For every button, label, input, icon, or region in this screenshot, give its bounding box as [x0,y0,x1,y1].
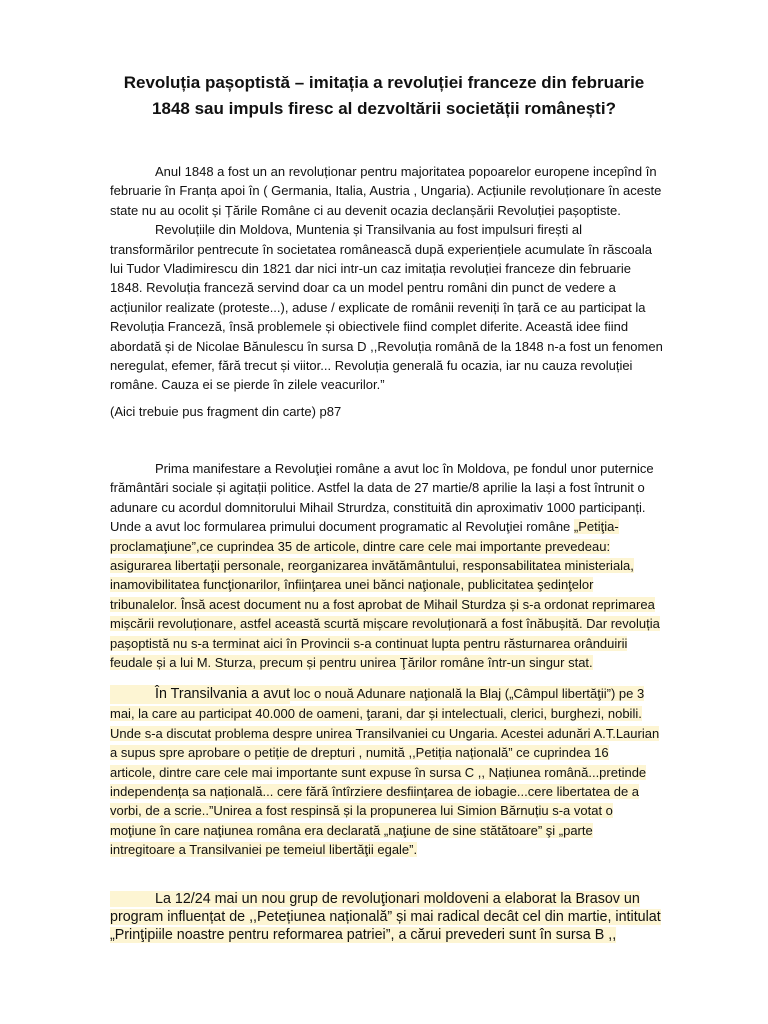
highlighted-text: articole, dintre care cele mai importante sunt expuse în sursa C ,, Națiunea română...pretinde [110,764,647,780]
highlighted-text: „Prinţipiile noastre pentru reformarea patriei”, a cărui prevederi sunt în sursa B ,, [110,927,617,944]
highlighted-text: mai, la care au participat 40.000 de oameni, ţarani, dar și intelectuali, clerici, burghezi, nobili. [110,706,642,722]
highlighted-text: a supus spre aprobare o petiție de drepturi , numită ,,Petiția națională” ce cuprindea 16 [110,745,609,761]
text-line: frământări sociale și agitații politice. Astfel la data de 27 martie/8 aprilie la Iași a fost întrunit o [110,480,645,496]
highlighted-text: loc o nouă Adunare naţională la Blaj („Câmpul libertăţii”) pe 3 [290,686,645,701]
text-line: acțiunilor realizate (proteste...), aduse / explicate de românii reveniți în țară ce au participat la [110,299,646,315]
text-line: transformărilor pentrecute în societatea românească după experiențiele acumulate în răscoala [110,241,652,257]
highlighted-text: pașoptistă nu s-a terminat aici în Provincii s-a continuat lupta pentru răsturnarea orânduirii [110,635,628,651]
text-line: Anul 1848 a fost un an revoluționar pentru majoritatea popoarelor europene incepînd în [155,164,657,179]
text-line: februarie în Franța apoi în ( Germania, Italia, Austria , Ungaria). Acțiunile revoluționare în aceste [110,183,662,199]
paragraph-intro [110,162,714,395]
note-text: (Aici trebuie pus fragment din carte) p87 [110,404,342,419]
highlighted-text: „Petiţia- [573,519,619,535]
text-line [110,517,714,536]
highlighted-text: inamovibilitatea funcţionarilor, înfiinţarea unei bănci naţionale, publicitatea şedinţelor [110,577,594,593]
highlighted-text: independența sa națională... cere fără întîrziere desființarea de iobagie...cere libertatea de a [110,784,640,800]
title-line-2: 1848 sau impuls firesc al dezvoltării societății românești? [152,99,616,118]
text-line: 1848. Revoluția franceză servind doar ca un model pentru români din punct de vedere a [110,280,616,296]
text-line: state nu au ocolit și Țările Române ci au devenit ocazia declanșării Revoluției pașoptiste. [110,202,621,218]
text-line: neregulat, efemer, fără trecut și viitor... Revoluția generală fu ocazia, iar nu cauza revoluției [110,358,633,374]
highlighted-text: feudale și a lui M. Sturza, precum și pentru unirea Ţărilor române într-un singur stat. [110,655,593,671]
highlighted-text: asigurarea libertaţii personale, reorganizarea invătământului, responsabilitatea ministeriala, [110,558,634,574]
highlighted-text: În Transilvania a avut [110,685,290,704]
text-line: române. Cauza ei se pierde în zilele veacurilor.” [110,377,385,393]
text-line: Revoluția Franceză, însă problemele și obiectivele fiind complet diferite. Această idee fiind [110,319,629,335]
note-line [110,402,714,421]
title-line-1: Revoluția pașoptistă – imitația a revoluției franceze din februarie [123,73,645,92]
highlighted-text: proclamaţiune”,ce cuprindea 35 de articole, dintre care cele mai importante prevedeau: [110,538,611,554]
highlighted-text: program influențat de ,,Petețiunea națională” și mai radical decât cel din martie, intitulat [110,909,661,926]
highlighted-text: tribunalelor. Însă acest document nu a fost aprobat de Mihail Sturdza și s-a ordonat reprimarea [110,596,655,612]
text-line: Prima manifestare a Revoluţiei române a avut loc în Moldova, pe fondul unor puternice [155,461,654,476]
document-title [60,70,708,122]
text-line: lui Tudor Vladimirescu din 1821 dar nici intr-un caz imitația revoluției franceze din februarie [110,261,631,277]
paragraph-transilvania [110,684,714,860]
highlighted-text: Unde s-a discutat problema despre unirea Transilvaniei cu Ungaria. Acestei adunări A.T.Laurian [110,725,660,741]
highlighted-text: mișcării revoluționare, astfel această scurtă mișcare revoluționară a fost înăbușită. Dar revoluția [110,616,660,632]
highlighted-text: moţiune în care naţiunea româna era declarată „naţiune de sine stătătoare” şi „parte [110,822,593,838]
highlighted-text: vorbi, de a scrie..”Unirea a fost respinsă și la propunerea lui Simion Bărnuțiu s-a votat o [110,803,613,819]
highlighted-text: intregitoare a Transilvaniei pe temeiul libertăţii egale”. [110,842,418,858]
text-line: Revoluțiile din Moldova, Muntenia și Transilvania au fost impulsuri firești al [155,222,583,238]
highlighted-text: La 12/24 mai un nou grup de revoluţionari moldoveni a elaborat la Brasov un [110,891,640,907]
text-span: Unde a avut loc formularea primului document programatic al Revoluţiei române [110,519,574,535]
text-line: adunare cu acordul domnitorului Mihail Strurdza, constituită din aproximativ 1000 participanți. [110,499,646,515]
paragraph-moldova [110,459,714,672]
paragraph-brasov [110,890,714,945]
text-line: abordată și de Nicolae Bănulescu în sursa D ,,Revoluția română de la 1848 n-a fost un fenomen [110,338,663,354]
